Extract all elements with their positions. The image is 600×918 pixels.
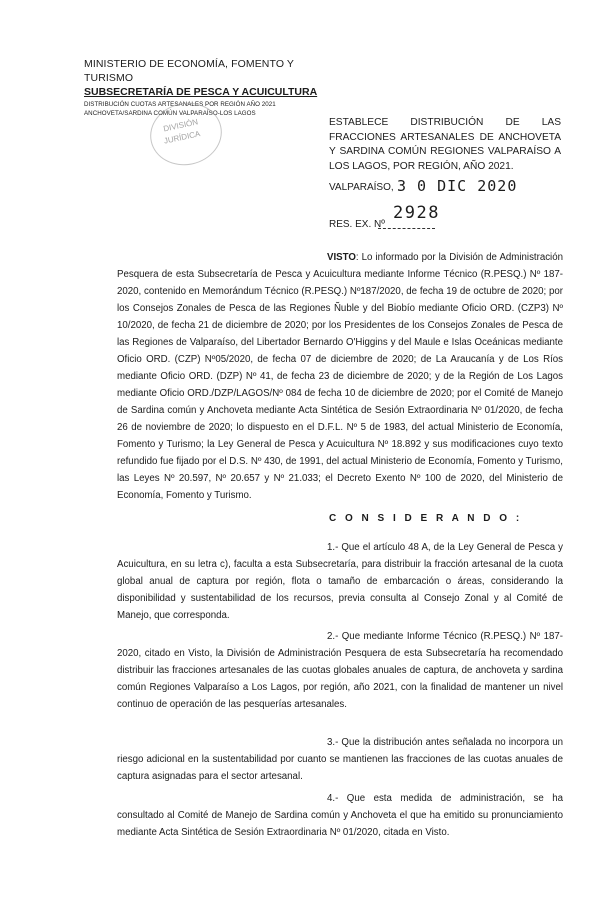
visto-label: VISTO (327, 252, 356, 263)
ministry-name: MINISTERIO DE ECONOMÍA, FOMENTO Y TURISMO (84, 58, 294, 84)
res-number: 2928 (393, 203, 440, 223)
visto-text: : Lo informado por la División de Administración Pesquera de esta Subsecretaría de Pesca y Acuicultura mediante Informe Técnico (R.PESQ.) Nº 187-2020, contenido en Memorándum Técnico (R.PESQ.) Nº187/2020, de fecha 19 de octubre de 2020; por los Consejos Zonales de Pesca de las Regiones Ñuble y del Biobío mediante Oficio ORD. (CZP3) Nº 10/2020, de fecha 21 de diciembre de 2020; por los Presidentes de los Consejos Zonales de Pesca de las Regiones de Valparaíso, del Libertador Bernardo O'Higgins y del Maule e Islas Oceánicas mediante Oficio ORD. (CZP) Nº05/2020, de fecha 07 de diciembre de 2020; de La Araucanía y de Los Ríos mediante Oficio ORD. (DZP) Nº 41, de fecha 23 de diciembre de 2020; y de la Región de Los Lagos mediante Oficio ORD./DZP/LAGOS/Nº 084 de fecha 10 de diciembre de 2020; por el Comité de Manejo de Sardina común y Anchoveta mediante Acta Sintética de Sesión Extraordinaria Nº 01/2020, de fecha 26 de noviembre de 2020; lo dispuesto en el D.F.L. Nº 5 de 1983, del actual Ministerio de Economía, Fomento y Turismo; la Ley General de Pesca y Acuicultura Nº 18.892 y sus modificaciones cuyo texto refundido fue fijado por el D.S. Nº 430, de 1991, del actual Ministerio de Economía, Fomento y Turismo, las Leyes Nº 20.597, Nº 20.657 y Nº 21.033; el Decreto Exento Nº 100 de 2020, del Ministerio de Economía, Fomento y Turismo. (117, 252, 563, 501)
considerando-3: 3.- Que la distribución antes señalada no incorpora un riesgo adicional en la sustentabilidad por cuanto se mantienen las fracciones de las cuotas anuales de captura asignadas para el sector artesanal. (117, 737, 563, 782)
seal-text-1: DIVISIÓN (162, 117, 199, 134)
visto-paragraph (117, 249, 563, 504)
considerando-4: 4.- Que esta medida de administración, se ha consultado al Comité de Manejo de Sardina común y Anchoveta el que ha emitido su pronunciamiento mediante Acta Sintética de Sesión Extraordinaria Nº 01/2020, citada en Visto. (117, 793, 563, 838)
res-number-line (378, 228, 435, 229)
considerando-heading: C O N S I D E R A N D O : (329, 513, 523, 524)
subsecretaria-name: SUBSECRETARÍA DE PESCA Y ACUICULTURA (84, 86, 318, 98)
reference-line-2: ANCHOVETA/SARDINA COMÚN VALPARAÍSO-LOS LAGOS (84, 109, 256, 117)
res-ex-label: RES. EX. Nº (329, 219, 385, 230)
seal-text-2: JURÍDICA (163, 129, 202, 146)
place: VALPARAÍSO, (329, 182, 394, 193)
reference-line-1: DISTRIBUCIÓN CUOTAS ARTESANALES POR REGIÓN AÑO 2021 (84, 101, 276, 108)
considerando-2: 2.- Que mediante Informe Técnico (R.PESQ.) Nº 187-2020, citado en Visto, la División de Administración Pesquera de esta Subsecretaría ha recomendado distribuir las fracciones artesanales de las cuotas globales anuales de captura, de anchoveta y sardina común Regiones Valparaíso a Los Lagos, por región, año 2021, con la finalidad de mantener un nivel continuo de operación de las pesquerías artesanales. (117, 631, 563, 710)
resolution-date: 3 0 DIC 2020 (397, 177, 518, 195)
considerando-1: 1.- Que el artículo 48 A, de la Ley General de Pesca y Acuicultura, en su letra c), faculta a esta Subsecretaría, para distribuir la fracción artesanal de la cuota global anual de captura por región, flota o tamaño de embarcación o áreas, considerando la disponibilidad y sustentabilidad de los recursos, previa consulta al Consejo Zonal y al Comité de Manejo, que corresponda. (117, 542, 563, 621)
resolution-title: ESTABLECE DISTRIBUCIÓN DE LAS FRACCIONES ARTESANALES DE ANCHOVETA Y SARDINA COMÚN REGIONES VALPARAÍSO A LOS LAGOS, POR REGIÓN, AÑO 2021. (329, 117, 561, 172)
